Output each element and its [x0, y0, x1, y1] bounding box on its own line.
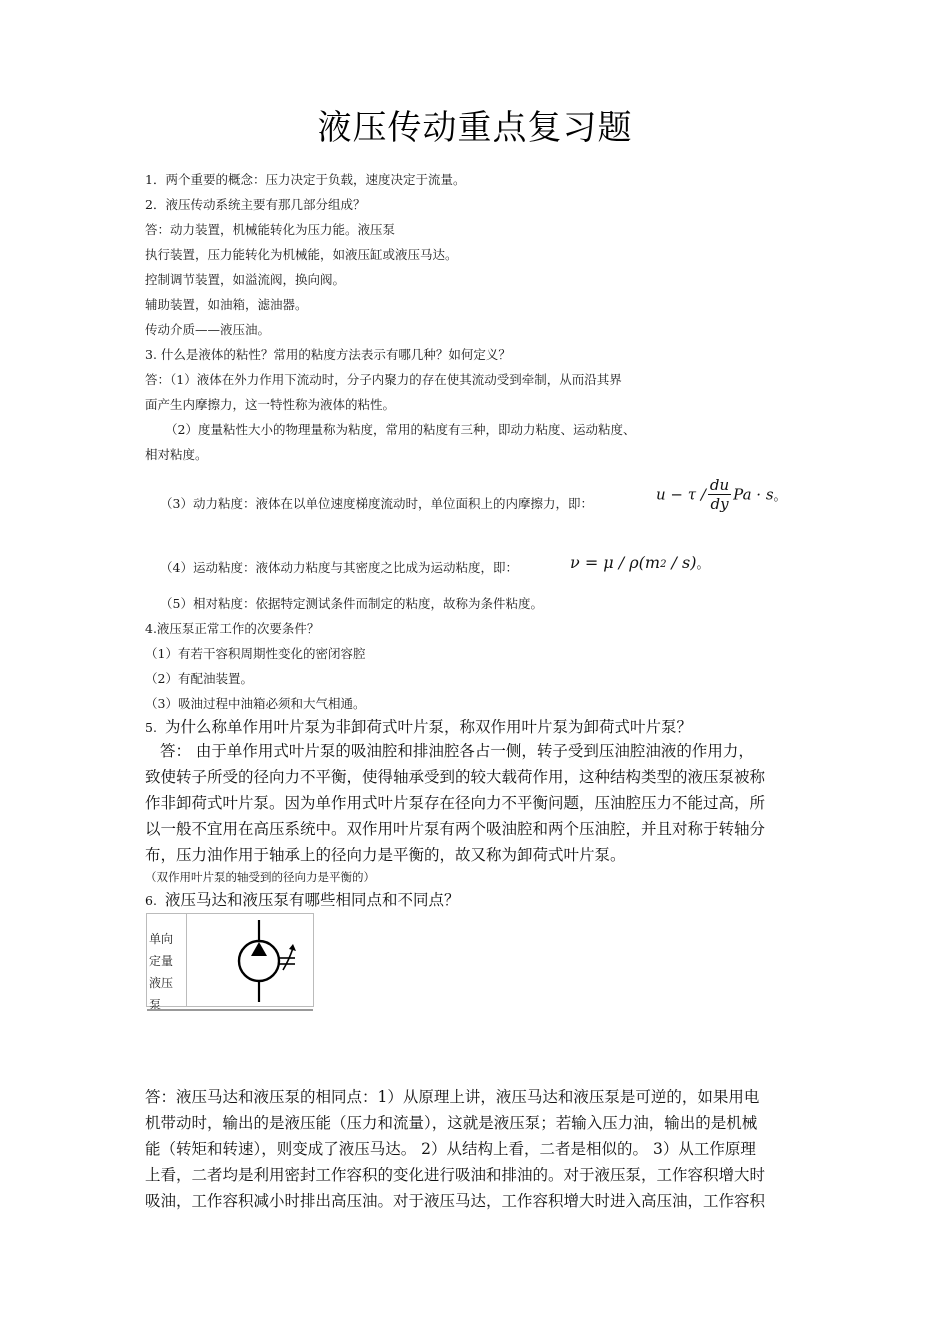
fixed-displacement-pump-icon [197, 918, 297, 1004]
text-line: 答：动力装置，机械能转化为压力能。液压泵 [145, 222, 396, 237]
document-title: 液压传动重点复习题 [317, 108, 633, 148]
question-5-title [145, 717, 692, 738]
question-4-item: （1）有若干容积周期性变化的密闭容腔 [145, 646, 366, 661]
dynamic-viscosity-formula [656, 476, 787, 513]
fraction-numerator: du [709, 476, 730, 494]
text-line: 3. 什么是液体的粘性？常用的粘度方法表示有哪几种？如何定义？ [145, 347, 511, 362]
answer-line: 答：液压马达和液压泵的相同点：1）从原理上讲，液压马达和液压泵是可逆的，如果用电 [145, 1088, 760, 1106]
relative-viscosity-text: （5）相对粘度：依据特定测试条件而制定的粘度，故称为条件粘度。 [160, 596, 543, 611]
text-line: （2）度量粘性大小的物理量称为粘度，常用的粘度有三种，即动力粘度、运动粘度、 [165, 422, 636, 437]
text-line: 1．两个重要的概念：压力决定于负载，速度决定于流量。 [145, 172, 466, 187]
pump-symbol-label: 单向定量液压泵 [147, 914, 187, 1006]
answer-line: 能（转矩和转速），则变成了液压马达。 2）从结构上看，二者是相似的。 3）从工作原理 [145, 1140, 756, 1158]
text-line: 控制调节装置，如溢流阀，换向阀。 [145, 272, 346, 287]
dynamic-viscosity-text: （3）动力粘度：液体在以单位速度梯度流动时，单位面积上的内摩擦力，即： [160, 496, 593, 511]
answer-line: 机带动时，输出的是液压能（压力和流量），这就是液压泵；若输入压力油，输出的是机械 [145, 1114, 758, 1132]
question-5-text: 为什么称单作用叶片泵为非卸荷式叶片泵，称双作用叶片泵为卸荷式叶片泵？ [164, 718, 692, 736]
table-bottom-rule [147, 1009, 313, 1011]
answer-line: 布，压力油作用于轴承上的径向力是平衡的，故又称为卸荷式叶片泵。 [145, 846, 626, 864]
kinematic-viscosity-formula [570, 553, 710, 572]
text-line: 传动介质——液压油。 [145, 322, 271, 337]
question-4-item: （3）吸油过程中油箱必须和大气相通。 [145, 696, 366, 711]
question-4-item: （2）有配油装置。 [145, 671, 253, 686]
text-line: 2．液压传动系统主要有那几部分组成？ [145, 197, 366, 212]
text-line: 相对粘度。 [145, 447, 208, 462]
answer-line: 致使转子所受的径向力不平衡，使得轴承受到的较大载荷作用，这种结构类型的液压泵被称 [145, 768, 766, 786]
fraction-denominator: dy [710, 495, 729, 513]
answer-line: 答： 由于单作用式叶片泵的吸油腔和排油腔各占一侧，转子受到压油腔油液的作用力， [160, 742, 754, 760]
answer-line: 吸油，工作容积减小时排出高压油。对于液压马达，工作容积增大时进入高压油，工作容积 [145, 1192, 766, 1210]
formula-body: ν = μ / ρ(m [570, 553, 661, 572]
text-line: 面产生内摩擦力，这一特性称为液体的粘性。 [145, 397, 396, 412]
formula-unit: Pa · s [733, 485, 774, 504]
question-5-number: 5. [145, 720, 157, 735]
answer-line: 以一般不宜用在高压系统中。双作用叶片泵有两个吸油腔和两个压油腔，并且对称于转轴分 [145, 820, 766, 838]
question-4-title: 4.液压泵正常工作的次要条件？ [145, 621, 320, 636]
question-5-note: （双作用叶片泵的轴受到的径向力是平衡的） [145, 870, 375, 884]
question-6-title [145, 890, 459, 911]
formula-end: 。 [696, 557, 710, 572]
pump-symbol-table [146, 913, 314, 1012]
text-line: 辅助装置，如油箱，滤油器。 [145, 297, 308, 312]
kinematic-viscosity-text: （4）运动粘度：液体动力粘度与其密度之比成为运动粘度，即： [160, 560, 518, 575]
answer-line: 作非卸荷式叶片泵。因为单作用式叶片泵存在径向力不平衡问题，压油腔压力不能过高，所 [145, 794, 766, 812]
formula-end: 。 [773, 489, 787, 504]
question-6-text: 液压马达和液压泵有哪些相同点和不同点？ [164, 891, 460, 909]
formula-lhs: u − τ / [656, 485, 706, 504]
text-line: 执行装置，压力能转化为机械能，如液压缸或液压马达。 [145, 247, 458, 262]
formula-superscript: 2 [660, 559, 667, 570]
formula-fraction [708, 476, 731, 513]
answer-line: 上看，二者均是利用密封工作容积的变化进行吸油和排油的。对于液压泵，工作容积增大时 [145, 1166, 766, 1184]
formula-tail: / s) [666, 553, 697, 572]
text-line: 答：（1）液体在外力作用下流动时，分子内聚力的存在使其流动受到牵制，从而沿其界 [145, 372, 622, 387]
question-6-number: 6. [145, 893, 157, 908]
